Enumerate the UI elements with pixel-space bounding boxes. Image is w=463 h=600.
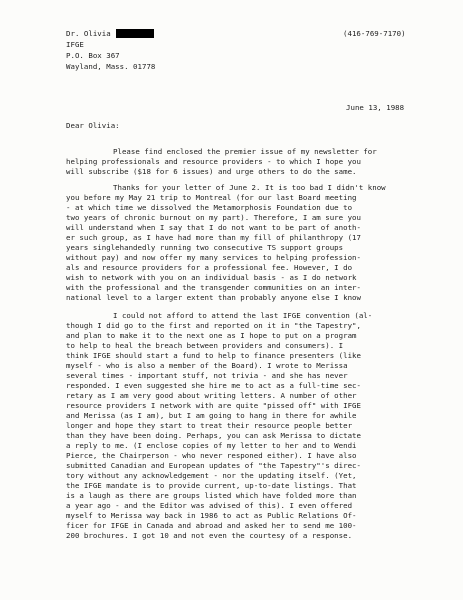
paragraph-3-line: several times - important stuff, not trivia - and she has never bbox=[66, 371, 348, 380]
paragraph-2-line: will understand when I say that I do not want to be part of anoth- bbox=[66, 223, 361, 232]
salutation: Dear Olivia: bbox=[66, 121, 120, 130]
paragraph-2-line: without pay) and now offer my many services to helping profession- bbox=[66, 253, 361, 262]
paragraph-2-line: with the professional and the transgender communities on an inter- bbox=[66, 283, 361, 292]
paragraph-3-line: than they have been doing. Perhaps, you can ask Merissa to dictate bbox=[66, 431, 361, 440]
paragraph-1-line: will subscribe ($18 for 6 issues) and urge others to do the same. bbox=[66, 167, 357, 176]
paragraph-1-line: helping professionals and resource providers - to which I hope you bbox=[66, 157, 361, 166]
paragraph-2-line: you before my May 21 trip to Montreal (for our last Board meeting bbox=[66, 193, 357, 202]
paragraph-3-line: and Merissa (as I am), but I am going to hang in there for awhile bbox=[66, 411, 357, 420]
paragraph-2-line: years singlehandedly running two consecutive TS support groups bbox=[66, 243, 344, 252]
letter-date: June 13, 1988 bbox=[346, 103, 405, 112]
paragraph-3-line: and plan to make it to the next one as I hope to put on a program bbox=[66, 331, 357, 340]
redaction-box bbox=[116, 29, 154, 38]
paragraph-3-line: myself - who is also a member of the Board). I wrote to Merissa bbox=[66, 361, 348, 370]
paragraph-3-line: myself to Merissa way back in 1986 to act as Public Relations Of- bbox=[66, 511, 357, 520]
paragraph-3-line: retary as I am very good about writing letters. A number of other bbox=[66, 391, 357, 400]
paragraph-3-line: is a laugh as there are groups listed which have folded more than bbox=[66, 491, 357, 500]
paragraph-3-line: though I did go to the first and reported on it in "the Tapestry", bbox=[66, 321, 361, 330]
paragraph-3-line: a year ago - and the Editor was advised of this). I even offered bbox=[66, 501, 353, 510]
paragraph-3-line: longer and hope they start to treat their resource people better bbox=[66, 421, 353, 430]
paragraph-2-line: two years of chronic burnout on my part). Therefore, I am sure you bbox=[66, 213, 361, 222]
paragraph-3-line: I could not afford to attend the last IFGE convention (al- bbox=[113, 311, 373, 320]
paragraph-3-line: Pierce, the Chairperson - who never responed either). I have also bbox=[66, 451, 357, 460]
recipient-box: P.O. Box 367 bbox=[66, 51, 120, 60]
paragraph-2-line: - at which time we dissolved the Metamorphosis Foundation due to bbox=[66, 203, 353, 212]
paragraph-2-line: wish to network with you on an individual basis - as I do network bbox=[66, 273, 357, 282]
paragraph-3-line: resource providers I network with are quite "pissed off" with IFGE bbox=[66, 401, 361, 410]
paragraph-3-line: ficer for IFGE in Canada and abroad and asked her to send me 100- bbox=[66, 521, 357, 530]
paragraph-3-line: responded. I even suggested she hire me to act as a full-time sec- bbox=[66, 381, 361, 390]
paragraph-3-line: submitted Canadian and European updates of "the Tapestry"'s direc- bbox=[66, 461, 361, 470]
paragraph-3-line: to help to heal the breach between providers and consumers). I bbox=[66, 341, 344, 350]
paragraph-2-line: als and resource providers for a professional fee. However, I do bbox=[66, 263, 353, 272]
paragraph-3-line: a reply to me. (I enclose copies of my letter to her and to Wendi bbox=[66, 441, 357, 450]
phone-number: (416-769-7170) bbox=[343, 29, 406, 38]
recipient-name: Dr. Olivia bbox=[66, 29, 111, 38]
paragraph-2-line: national level to a larger extent than probably anyone else I know bbox=[66, 293, 361, 302]
recipient-city: Wayland, Mass. 01778 bbox=[66, 62, 156, 71]
recipient-org: IFGE bbox=[66, 40, 84, 49]
paragraph-2-line: er such group, as I have had more than my fill of philanthropy (17 bbox=[66, 233, 361, 242]
paragraph-3-line: tory without any acknowledgement - nor the updating itself. (Yet, bbox=[66, 471, 357, 480]
paragraph-3-line: the IFGE mandate is to provide current, up-to-date listings. That bbox=[66, 481, 357, 490]
paragraph-3-line: think IFGE should start a fund to help to finance presenters (like bbox=[66, 351, 361, 360]
paragraph-2-line: Thanks for your letter of June 2. It is too bad I didn't know bbox=[113, 183, 386, 192]
paragraph-3-line: 200 brochures. I got 10 and not even the courtesy of a response. bbox=[66, 531, 353, 540]
paragraph-1-line: Please find enclosed the premier issue of my newsletter for bbox=[113, 147, 377, 156]
